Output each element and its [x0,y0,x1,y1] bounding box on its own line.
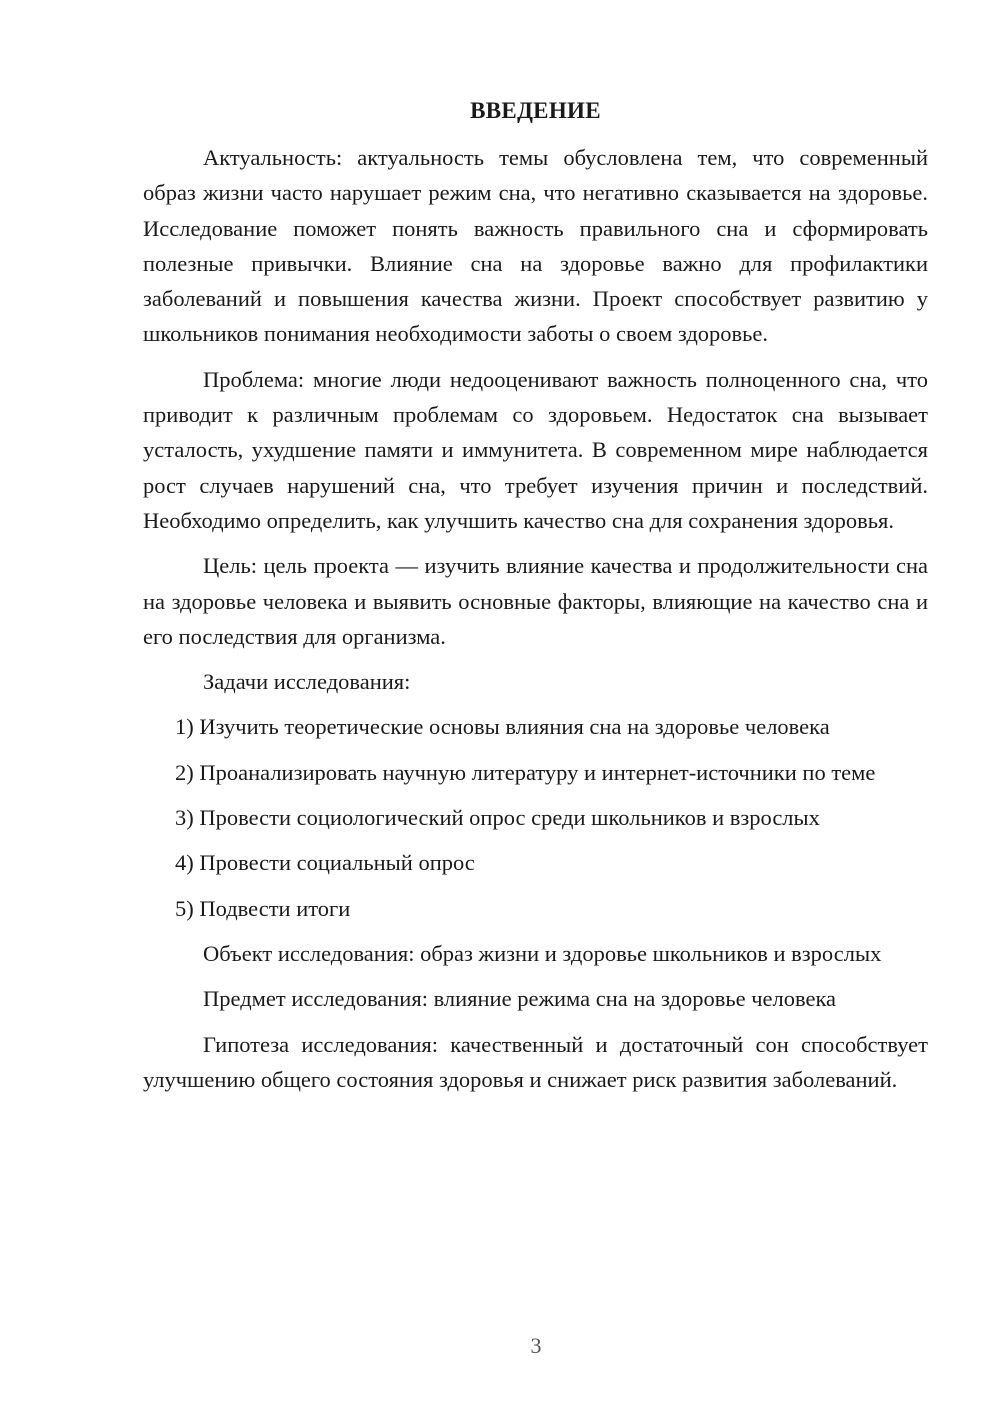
page-number: 3 [530,1333,542,1358]
goal-paragraph: Цель: цель проекта — изучить влияние качества и продолжительности сна на здоровье человека и выявить основные факторы, влияющие на качество сна и его последствия для организма. [143,553,928,649]
relevance-paragraph: Актуальность: актуальность темы обусловлена тем, что современный образ жизни часто нарушает режим сна, что негативно сказывается на здоровье. Исследование поможет понять важность правильного сна и сформировать полезные привычки. Влияние сна на здоровье важно для профилактики заболеваний и повышения качества жизни. Проект способствует развитию у школьников понимания необходимости заботы о своем здоровье. [143,145,928,347]
list-item: 1) Изучить теоретические основы влияния сна на здоровье человека [175,714,830,740]
hypothesis-paragraph: Гипотеза исследования: качественный и достаточный сон способствует улучшению общего состояния здоровья и снижает риск развития заболеваний. [143,1031,928,1092]
tasks-list [143,709,928,925]
subject-paragraph: Предмет исследования: влияние режима сна на здоровье человека [203,986,837,1012]
list-item: 2) Проанализировать научную литературу и интернет-источники по теме [175,759,876,785]
document-page [143,96,928,1107]
section-title: ВВЕДЕНИЕ [470,98,601,123]
list-item: 4) Провести социальный опрос [175,850,475,876]
list-item: 3) Провести социологический опрос среди школьников и взрослых [175,805,820,831]
tasks-heading: Задачи исследования: [203,669,411,695]
object-paragraph: Объект исследования: образ жизни и здоровье школьников и взрослых [203,940,882,966]
problem-paragraph: Проблема: многие люди недооценивают важность полноценного сна, что приводит к различным проблемам со здоровьем. Недостаток сна вызывает усталость, ухудшение памяти и иммунитета. В современном мире наблюдается рост случаев нарушений сна, что требует изучения причин и последствий. Необходимо определить, как улучшить качество сна для сохранения здоровья. [143,366,928,533]
list-item: 5) Подвести итоги [175,895,351,921]
